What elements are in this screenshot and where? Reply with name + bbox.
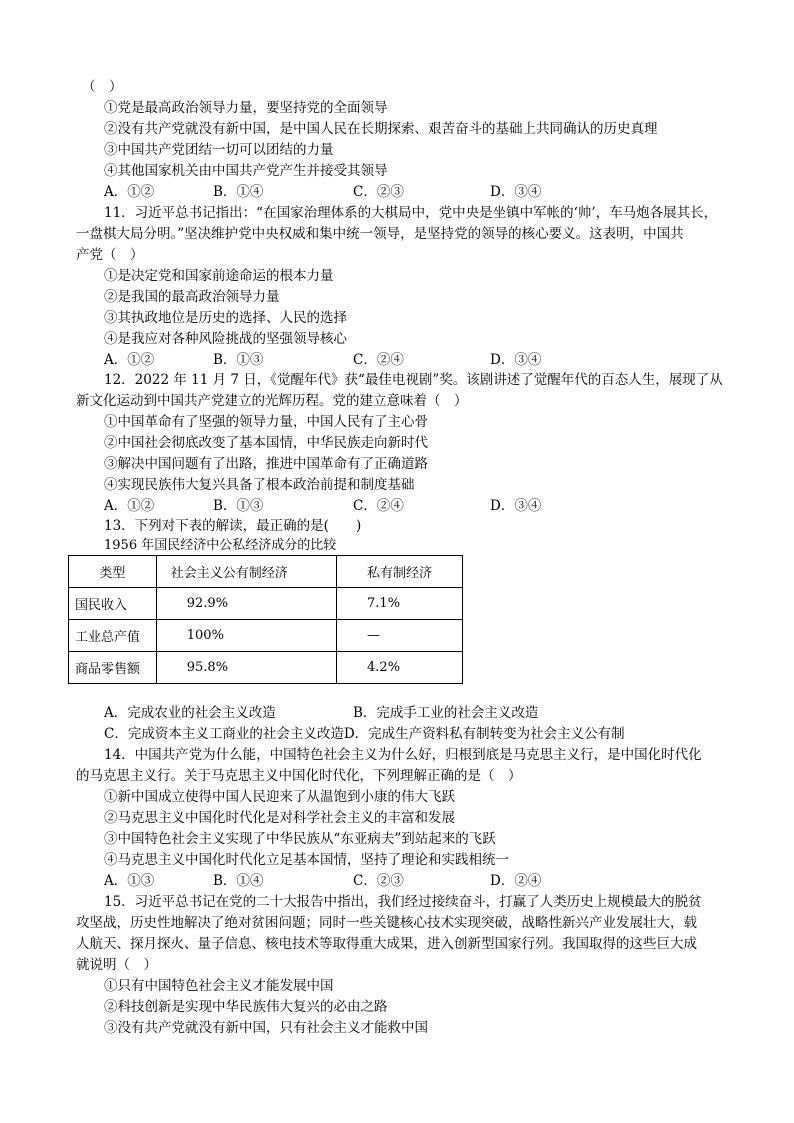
q14-option-b[interactable]: B．①④ xyxy=(213,873,264,889)
q11-stem-3: 产党（ ） xyxy=(76,247,144,263)
q10-option-a[interactable]: A．①② xyxy=(104,184,155,200)
q11-item-2: ②是我国的最高政治领导力量 xyxy=(104,289,280,305)
q11-stem-1: 11．习近平总书记指出：“在国家治理体系的大棋局中，党中央是坐镇中军帐的‘帅’，车马炮各展其长， xyxy=(104,205,718,221)
q14-option-c[interactable]: C．②③ xyxy=(353,873,404,889)
q13-option-b[interactable]: B．完成手工业的社会主义改造 xyxy=(353,705,539,721)
q11-option-b[interactable]: B．①③ xyxy=(213,352,264,368)
q14-item-1: ①新中国成立使得中国人民迎来了从温饱到小康的伟大飞跃 xyxy=(104,789,455,805)
q14-item-3: ③中国特色社会主义实现了中华民族从“东亚病夫”到站起来的飞跃 xyxy=(104,831,496,847)
table-cell: 92.9% xyxy=(156,588,336,620)
q13-stem: 13．下列对下表的解读，最正确的是( ) xyxy=(104,518,362,534)
q11-stem-2: 一盘棋大局分明。”坚决维护党中央权威和集中统一领导，是坚持党的领导的核心要义。这表明，中国共 xyxy=(76,226,684,242)
table-cell: 95.8% xyxy=(156,652,336,684)
table-row xyxy=(69,588,463,620)
q12-item-3: ③解决中国问题有了出路，推进中国革命有了正确道路 xyxy=(104,456,428,472)
q10-item-4: ④其他国家机关由中国共产党产生并接受其领导 xyxy=(104,163,388,179)
q14-item-2: ②马克思主义中国化时代化是对科学社会主义的丰富和发展 xyxy=(104,810,455,826)
q14-stem-1: 14．中国共产党为什么能，中国特色社会主义为什么好，归根到底是马克思主义行，是中国化时代化 xyxy=(104,747,702,763)
q12-stem-2: 新文化运动到中国共产党建立的光辉历程。党的建立意味着（ ） xyxy=(76,393,468,409)
table-row xyxy=(69,620,463,652)
table-header-cell: 类型 xyxy=(69,556,157,588)
q15-item-3: ③没有共产党就没有新中国，只有社会主义才能救中国 xyxy=(104,1020,428,1036)
table-cell: 7.1% xyxy=(337,588,463,620)
q13-data-table xyxy=(68,555,463,684)
table-cell: 国民收入 xyxy=(69,588,157,620)
q10-option-b[interactable]: B．①④ xyxy=(213,184,264,200)
q11-option-c[interactable]: C．②④ xyxy=(353,352,404,368)
q12-stem-1: 12．2022 年 11 月 7 日，《觉醒年代》获“最佳电视剧”奖。该剧讲述了觉醒年代的百态人生，展现了从 xyxy=(104,372,723,388)
q15-item-2: ②科技创新是实现中华民族伟大复兴的必由之路 xyxy=(104,999,388,1015)
table-cell: 100% xyxy=(156,620,336,652)
q13-table-title: 1956 年国民经济中公私经济成分的比较 xyxy=(104,538,337,553)
q12-option-a[interactable]: A．①② xyxy=(104,498,155,514)
q10-item-1: ①党是最高政治领导力量，要坚持党的全面领导 xyxy=(104,100,388,116)
q11-item-4: ④是我应对各种风险挑战的坚强领导核心 xyxy=(104,331,347,347)
table-cell: — xyxy=(337,620,463,652)
q10-option-d[interactable]: D．③④ xyxy=(490,184,542,200)
q12-option-d[interactable]: D．③④ xyxy=(490,498,542,514)
q11-item-1: ①是决定党和国家前途命运的根本力量 xyxy=(104,268,334,284)
q15-stem-2: 攻坚战，历史性地解决了绝对贫困问题；同时一些关键核心技术实现突破，战略性新兴产业发展壮大，载 xyxy=(76,915,697,931)
q11-option-a[interactable]: A．①② xyxy=(104,352,155,368)
table-row xyxy=(69,652,463,684)
q12-item-4: ④实现民族伟大复兴具备了根本政治前提和制度基础 xyxy=(104,477,415,493)
q14-stem-2: 的马克思主义行。关于马克思主义中国化时代化，下列理解正确的是（ ） xyxy=(76,768,522,784)
q13-option-cd[interactable]: C．完成资本主义工商业的社会主义改造D．完成生产资料私有制转变为社会主义公有制 xyxy=(104,726,625,742)
table-cell: 商品零售额 xyxy=(69,652,157,684)
table-header-cell: 社会主义公有制经济 xyxy=(156,556,336,588)
q12-item-1: ①中国革命有了坚强的领导力量，中国人民有了主心骨 xyxy=(104,414,428,430)
q12-item-2: ②中国社会彻底改变了基本国情，中华民族走向新时代 xyxy=(104,435,428,451)
table-cell: 4.2% xyxy=(337,652,463,684)
q10-option-c[interactable]: C．②③ xyxy=(353,184,404,200)
q15-stem-4: 就说明（ ） xyxy=(76,957,157,973)
q10-item-2: ②没有共产党就没有新中国，是中国人民在长期探索、艰苦奋斗的基础上共同确认的历史真理 xyxy=(104,121,658,137)
q10-item-3: ③中国共产党团结一切可以团结的力量 xyxy=(104,142,334,158)
q14-item-4: ④马克思主义中国化时代化立足基本国情，坚持了理论和实践相统一 xyxy=(104,852,509,868)
q14-option-a[interactable]: A．①③ xyxy=(104,873,155,889)
q12-option-c[interactable]: C．②④ xyxy=(353,498,404,514)
table-header-row xyxy=(69,556,463,588)
q11-item-3: ③其执政地位是历史的选择、人民的选择 xyxy=(104,310,347,326)
q14-option-d[interactable]: D．②④ xyxy=(490,873,542,889)
q12-option-b[interactable]: B．①③ xyxy=(213,498,264,514)
q15-stem-3: 人航天、探月探火、量子信息、核电技术等取得重大成果，进入创新型国家行列。我国取得的这些巨大成 xyxy=(76,936,697,952)
table-cell: 工业总产值 xyxy=(69,620,157,652)
q10-stem-tail: （ ） xyxy=(82,79,123,95)
q15-stem-1: 15．习近平总书记在党的二十大报告中指出，我们经过接续奋斗，打赢了人类历史上规模最大的脱贫 xyxy=(104,894,702,910)
table-header-cell: 私有制经济 xyxy=(337,556,463,588)
q15-item-1: ①只有中国特色社会主义才能发展中国 xyxy=(104,978,334,994)
q13-option-a[interactable]: A．完成农业的社会主义改造 xyxy=(104,705,276,721)
q11-option-d[interactable]: D．③④ xyxy=(490,352,542,368)
